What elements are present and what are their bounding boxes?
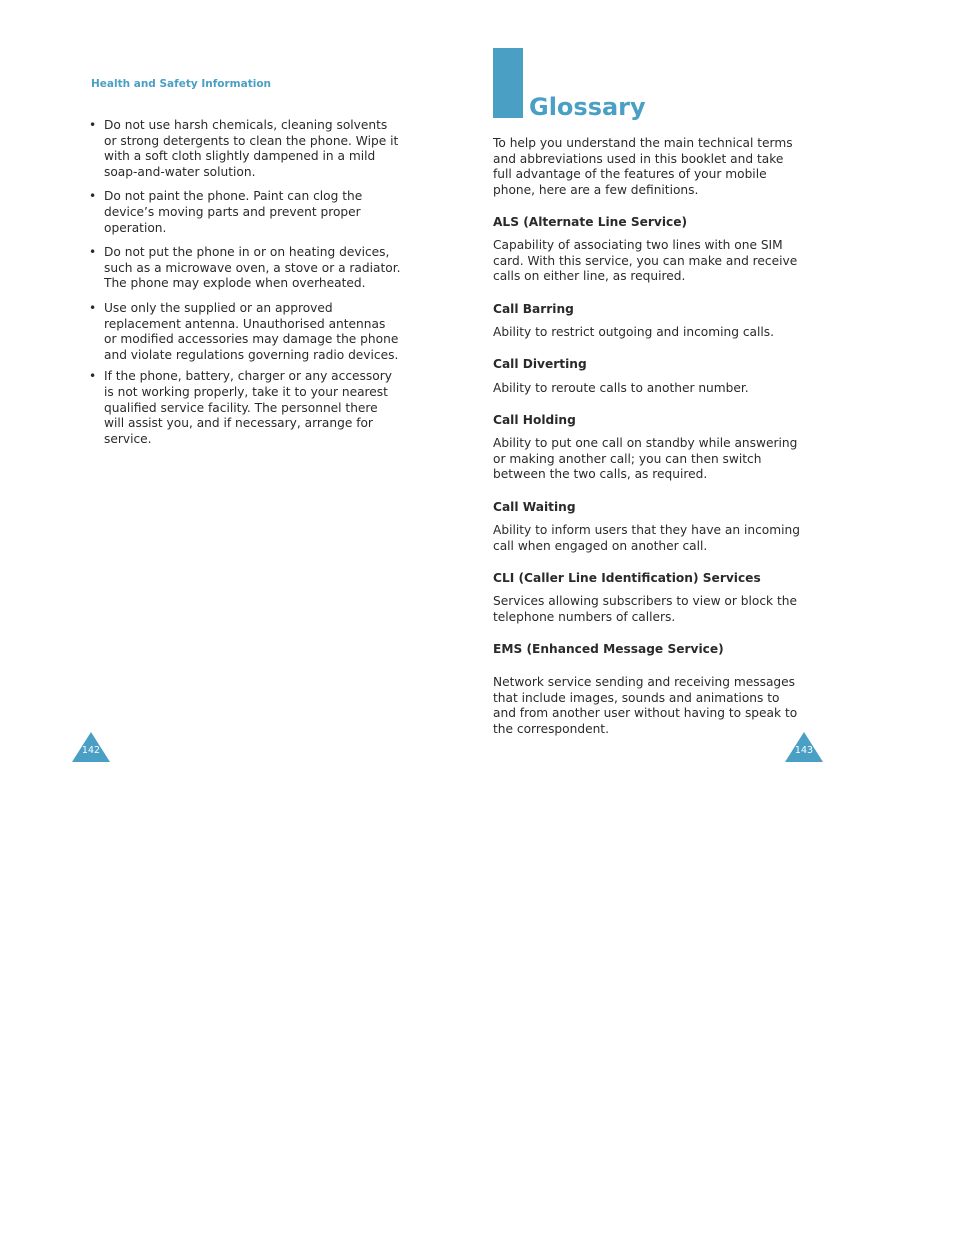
glossary-definition: Network service sending and receiving messages that include images, sounds and animations to and from another user without having to speak to the correspondent. [493, 675, 798, 736]
bullet-icon: • [89, 245, 97, 260]
bullet-text: If the phone, battery, charger or any accessory is not working properly, take it to your nearest qualified service facility. The personnel there will assist you, and if necessary, arrange for service. [104, 369, 392, 446]
bullet-icon: • [89, 369, 97, 384]
page-title: Glossary [529, 93, 646, 121]
bullet-icon: • [89, 300, 97, 315]
bullet-icon: • [89, 189, 97, 204]
glossary-term: ALS (Alternate Line Service) [493, 215, 688, 229]
glossary-definition: Ability to restrict outgoing and incoming calls. [493, 325, 775, 339]
glossary-term: Call Holding [493, 413, 576, 427]
glossary-definition: Ability to inform users that they have an incoming call when engaged on another call. [493, 523, 800, 553]
glossary-intro: To help you understand the main technical terms and abbreviations used in this booklet and take full advantage of the features of your mobile phone, here are a few definitions. [493, 136, 793, 197]
list-item [89, 301, 401, 363]
glossary-definition: Ability to reroute calls to another number. [493, 381, 749, 395]
glossary-term: Call Diverting [493, 357, 587, 371]
bullet-text: Do not put the phone in or on heating devices, such as a microwave oven, a stove or a radiator. The phone may explode when overheated. [104, 245, 401, 291]
list-item [89, 118, 401, 180]
chapter-tab-bar [493, 48, 523, 118]
bullet-icon: • [89, 118, 97, 132]
list-item [89, 245, 401, 292]
page-number: 142 [81, 745, 101, 756]
glossary-term: EMS (Enhanced Message Service) [493, 642, 724, 656]
running-head: Health and Safety Information [91, 78, 272, 90]
page-number: 143 [794, 745, 814, 756]
glossary-term: CLI (Caller Line Identification) Services [493, 571, 761, 585]
glossary-definition: Ability to put one call on standby while answering or making another call; you can then switch between the two calls, as required. [493, 436, 798, 482]
list-item [89, 369, 401, 447]
safety-bullet-list [89, 118, 401, 456]
glossary-definition: Services allowing subscribers to view or block the telephone numbers of callers. [493, 594, 797, 624]
list-item [89, 189, 401, 236]
bullet-text: Do not use harsh chemicals, cleaning solvents or strong detergents to clean the phone. Wipe it with a soft cloth slightly dampened in a mild soap-and-water solution. [104, 118, 399, 179]
glossary-definition: Capability of associating two lines with one SIM card. With this service, you can make and receive calls on either line, as required. [493, 238, 798, 284]
glossary-term: Call Barring [493, 302, 574, 316]
bullet-text: Do not paint the phone. Paint can clog the device’s moving parts and prevent proper operation. [104, 189, 363, 235]
glossary-term: Call Waiting [493, 500, 576, 514]
bullet-text: Use only the supplied or an approved replacement antenna. Unauthorised antennas or modified accessories may damage the phone and violate regulations governing radio devices. [104, 300, 399, 362]
